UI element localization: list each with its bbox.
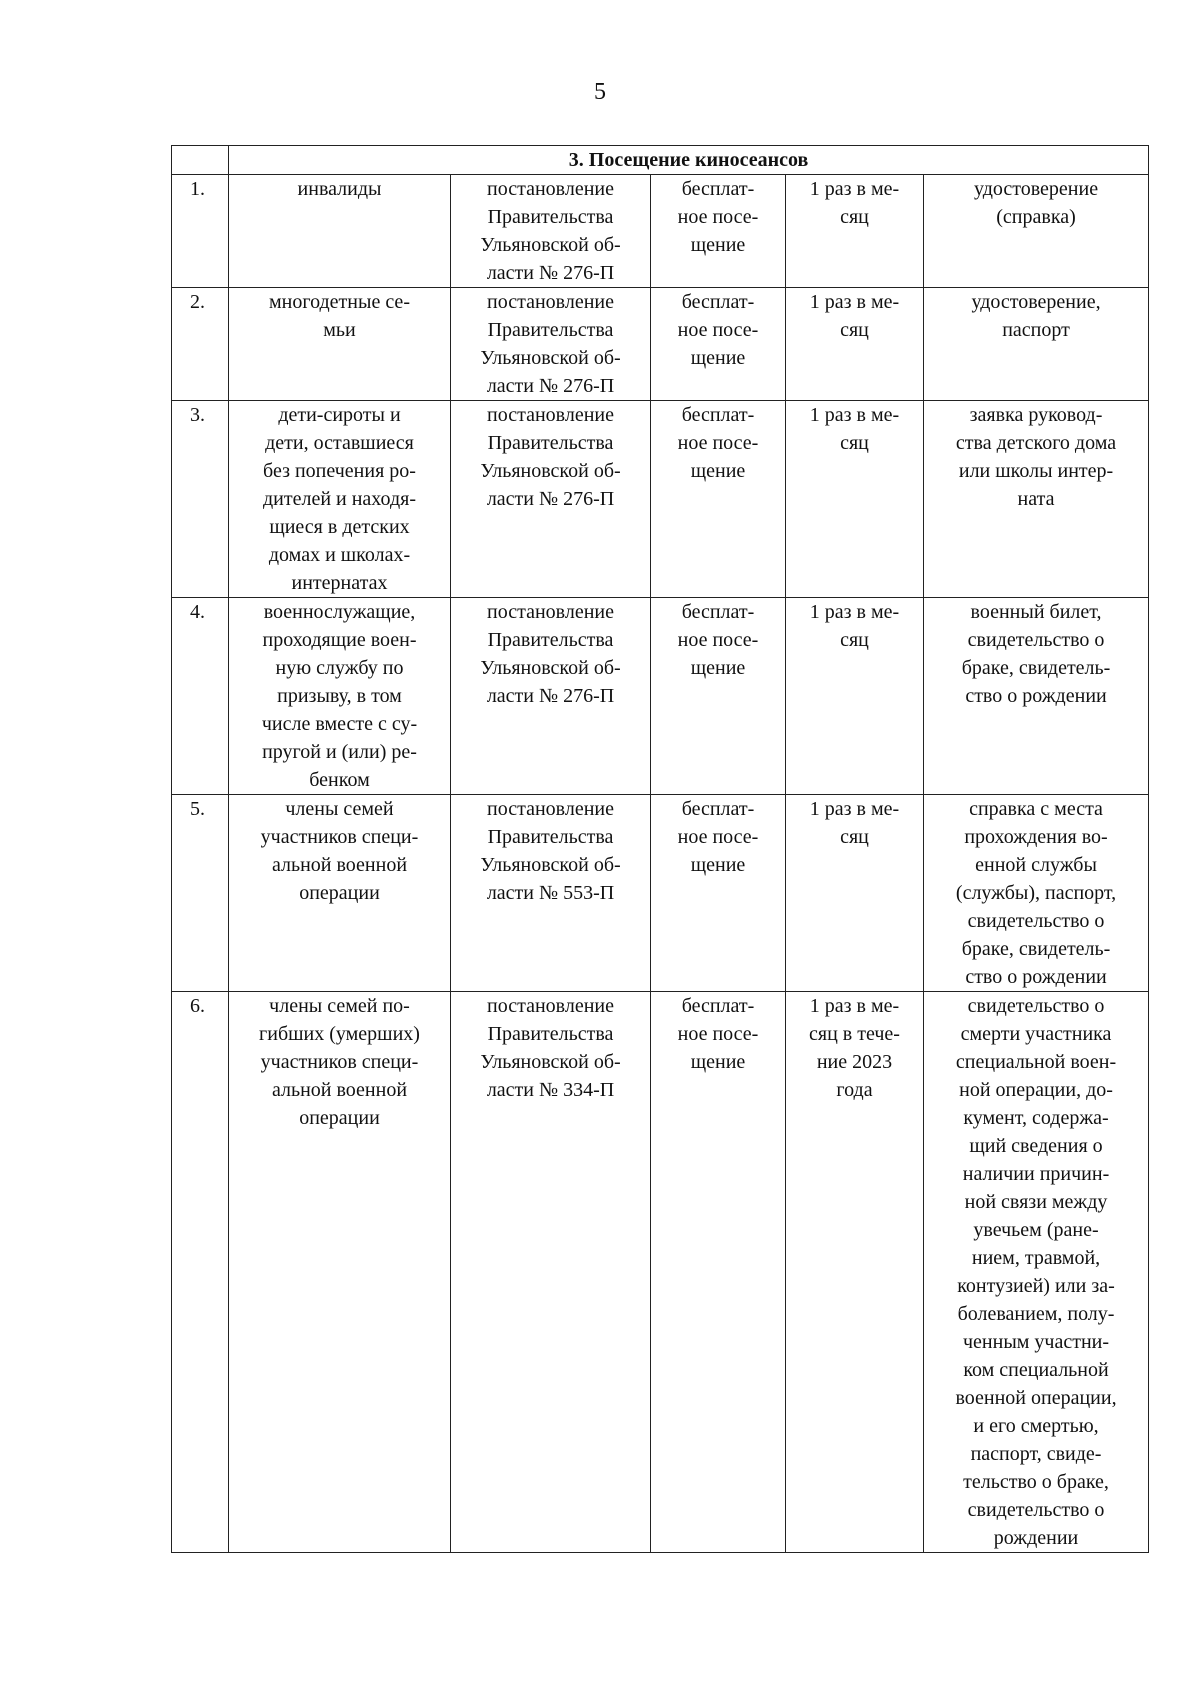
frequency-cell: 1 раз в ме- сяц bbox=[786, 175, 924, 288]
document-cell: удостоверение, паспорт bbox=[924, 288, 1149, 401]
legal-basis-cell: постановление Правительства Ульяновской об- ласти № 276-П bbox=[451, 175, 651, 288]
legal-basis-cell: постановление Правительства Ульяновской об- ласти № 276-П bbox=[451, 598, 651, 795]
category-cell: члены семей участников специ- альной военной операции bbox=[229, 795, 451, 992]
legal-basis-cell: постановление Правительства Ульяновской об- ласти № 276-П bbox=[451, 288, 651, 401]
document-cell: свидетельство о смерти участника специальной воен- ной операции, до- кумент, содержа- щий сведения о наличии причин- ной связи между увечьем (ране- нием, травмой, контузией) или за- болеванием, полу- ченным участни- ком специальной военной операции, и его смертью, паспорт, свиде- тельство о браке, свидетельство о рождении bbox=[924, 992, 1149, 1553]
row-number: 2. bbox=[172, 288, 229, 401]
benefit-cell: бесплат- ное посе- щение bbox=[651, 288, 786, 401]
category-cell: члены семей по- гибших (умерших) участников специ- альной военной операции bbox=[229, 992, 451, 1553]
row-number: 1. bbox=[172, 175, 229, 288]
document-cell: справка с места прохождения во- енной службы (службы), паспорт, свидетельство о браке, свидетель- ство о рождении bbox=[924, 795, 1149, 992]
category-cell: многодетные се- мьи bbox=[229, 288, 451, 401]
document-cell: удостоверение (справка) bbox=[924, 175, 1149, 288]
document-cell: военный билет, свидетельство о браке, свидетель- ство о рождении bbox=[924, 598, 1149, 795]
legal-basis-cell: постановление Правительства Ульяновской об- ласти № 334-П bbox=[451, 992, 651, 1553]
section-header-row bbox=[172, 146, 1149, 175]
legal-basis-cell: постановление Правительства Ульяновской об- ласти № 276-П bbox=[451, 401, 651, 598]
table-row bbox=[172, 175, 1149, 288]
section-title: 3. Посещение киносеансов bbox=[229, 146, 1149, 175]
table-row bbox=[172, 288, 1149, 401]
row-number: 3. bbox=[172, 401, 229, 598]
benefit-cell: бесплат- ное посе- щение bbox=[651, 401, 786, 598]
table-row bbox=[172, 992, 1149, 1553]
frequency-cell: 1 раз в ме- сяц bbox=[786, 598, 924, 795]
table-row bbox=[172, 401, 1149, 598]
frequency-cell: 1 раз в ме- сяц в тече- ние 2023 года bbox=[786, 992, 924, 1553]
row-number: 6. bbox=[172, 992, 229, 1553]
benefits-table bbox=[171, 145, 1149, 1553]
row-number: 5. bbox=[172, 795, 229, 992]
frequency-cell: 1 раз в ме- сяц bbox=[786, 401, 924, 598]
benefit-cell: бесплат- ное посе- щение bbox=[651, 598, 786, 795]
legal-basis-cell: постановление Правительства Ульяновской об- ласти № 553-П bbox=[451, 795, 651, 992]
frequency-cell: 1 раз в ме- сяц bbox=[786, 795, 924, 992]
section-header-empty-cell bbox=[172, 146, 229, 175]
page-number: 5 bbox=[594, 79, 606, 105]
document-cell: заявка руковод- ства детского дома или школы интер- ната bbox=[924, 401, 1149, 598]
category-cell: инвалиды bbox=[229, 175, 451, 288]
frequency-cell: 1 раз в ме- сяц bbox=[786, 288, 924, 401]
benefit-cell: бесплат- ное посе- щение bbox=[651, 175, 786, 288]
benefit-cell: бесплат- ное посе- щение bbox=[651, 795, 786, 992]
category-cell: дети-сироты и дети, оставшиеся без попечения ро- дителей и находя- щиеся в детских домах и школах- интернатах bbox=[229, 401, 451, 598]
benefit-cell: бесплат- ное посе- щение bbox=[651, 992, 786, 1553]
table-row bbox=[172, 795, 1149, 992]
row-number: 4. bbox=[172, 598, 229, 795]
table-row bbox=[172, 598, 1149, 795]
category-cell: военнослужащие, проходящие воен- ную службу по призыву, в том числе вместе с су- пругой и (или) ре- бенком bbox=[229, 598, 451, 795]
